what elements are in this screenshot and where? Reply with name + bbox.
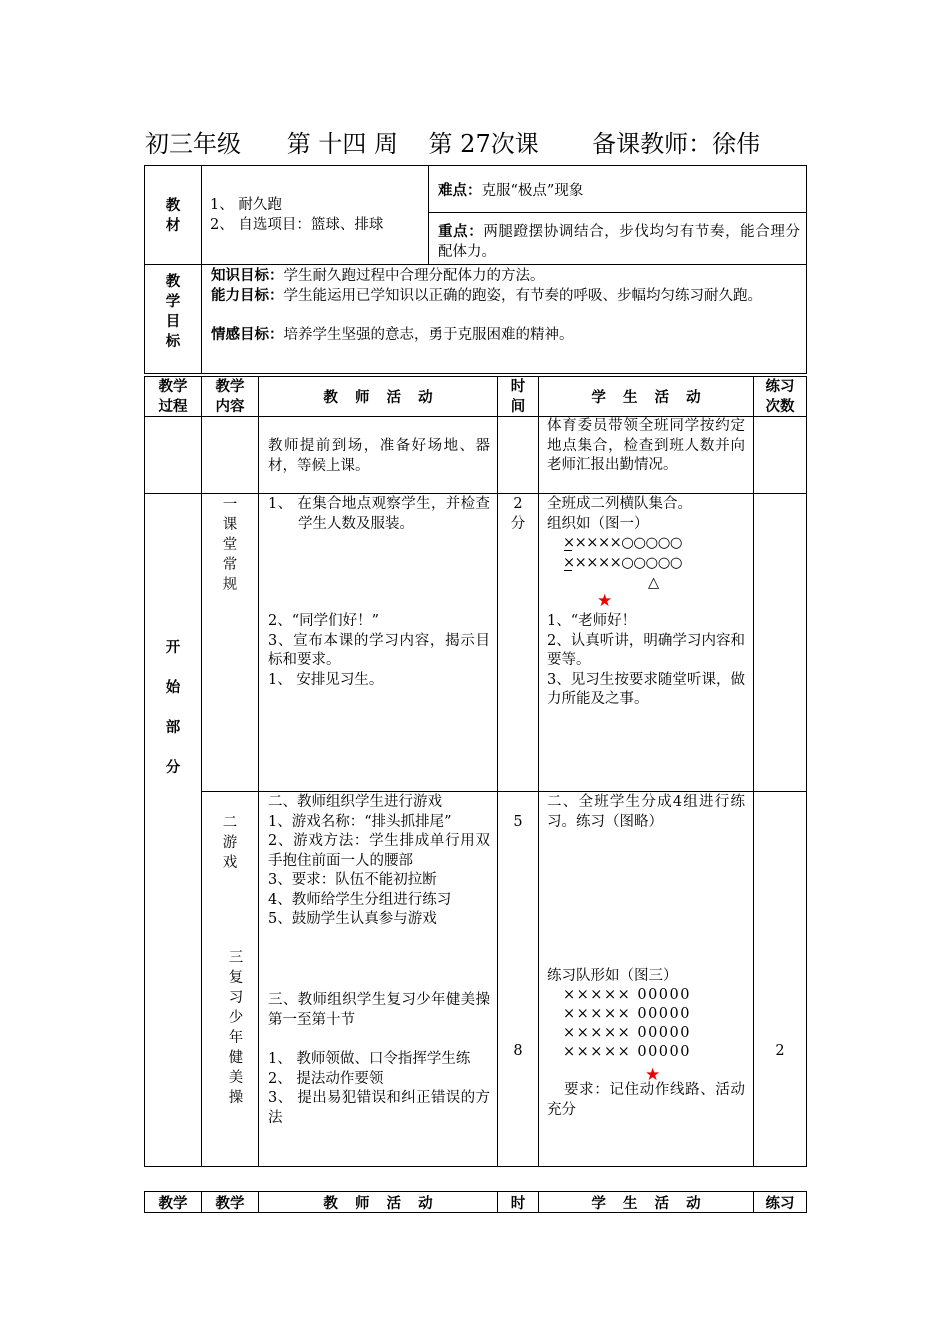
difficulty bbox=[438, 181, 800, 202]
emotion-label: 情感目标： bbox=[211, 326, 284, 343]
underline bbox=[564, 550, 572, 551]
game-time-2: 8 bbox=[513, 1043, 523, 1059]
materials-label: 教 材 bbox=[165, 197, 181, 234]
ability-text: 学生能运用已学知识以正确的跑姿，有节奏的呼吸、步幅均匀练习耐久跑。 bbox=[283, 288, 762, 304]
routine-student-2: 1、“老师好！ 2、认真听讲，明确学习内容和要等。 3、见习生按要求随堂听课，做力所能及之事。 bbox=[547, 613, 745, 707]
goal-ability bbox=[211, 286, 801, 307]
header-student: 学 生 活 动 bbox=[591, 389, 701, 406]
divider bbox=[201, 1191, 202, 1212]
key-label: 重点： bbox=[438, 223, 484, 240]
game-content: 二 游 戏 bbox=[222, 815, 238, 871]
goals-label: 教 学 目 标 bbox=[165, 273, 181, 350]
knowledge-label: 知识目标： bbox=[211, 267, 284, 284]
divider bbox=[144, 264, 807, 265]
star-icon: ★ bbox=[645, 1065, 661, 1085]
difficulty-text: 克服“极点”现象 bbox=[481, 183, 584, 199]
next-header-process: 教学 bbox=[158, 1195, 188, 1212]
routine-content: 一 课 堂 常 规 bbox=[222, 497, 238, 593]
divider bbox=[201, 791, 807, 792]
exercise-formation-row: ××××× 00000 bbox=[563, 1025, 691, 1041]
routine-teacher-1: 1、 在集合地点观察学生，并检查学生人数及服装。 bbox=[268, 496, 490, 532]
game-time-1: 5 bbox=[513, 814, 523, 830]
header-time: 时 间 bbox=[510, 378, 526, 415]
exercise-formation-row: ××××× 00000 bbox=[563, 1006, 691, 1022]
goal-emotion bbox=[211, 325, 801, 346]
divider bbox=[201, 165, 202, 374]
divider bbox=[428, 212, 807, 213]
routine-time: 2 分 bbox=[510, 496, 526, 532]
game-teacher-1: 二、教师组织学生进行游戏 1、游戏名称：“排头抓排尾” 2、游戏方法：学生排成单行用双手抱住前面一人的腰部 3、要求：队伍不能初拉断 4、教师给学生分组进行练习 5、鼓励学生认真参与游戏 bbox=[268, 794, 490, 927]
game-count: 2 bbox=[775, 1043, 785, 1059]
exercise-content: 三 复 习 少 年 健 美 操 bbox=[228, 950, 244, 1106]
header-count: 练习 次数 bbox=[765, 378, 795, 415]
game-student-2: 练习队形如（图三） bbox=[547, 968, 678, 984]
next-header-teacher: 教 师 活 动 bbox=[323, 1195, 433, 1212]
routine-student-1: 全班成二列横队集合。 组织如（图一） bbox=[547, 496, 692, 532]
exercise-formation-row: ××××× 00000 bbox=[563, 1044, 691, 1060]
underline bbox=[564, 570, 572, 571]
page-title: 初三年级 第 十四 周 第 27次课 备课教师：徐伟 bbox=[145, 130, 761, 158]
header-content: 教学 内容 bbox=[215, 378, 245, 415]
divider bbox=[144, 493, 807, 494]
formation-row-2: ×××××○○○○○ bbox=[563, 555, 683, 571]
star-icon: ★ bbox=[597, 591, 613, 611]
next-header-time: 时 bbox=[510, 1195, 526, 1212]
key-text: 两腿蹬摆协调结合，步伐均匀有节奏，能合理分配体力。 bbox=[438, 224, 801, 260]
formation-row-1: ×××××○○○○○ bbox=[563, 535, 683, 551]
difficulty-label: 难点： bbox=[438, 182, 482, 199]
game-teacher-2: 三、教师组织学生复习少年健美操第一至第十节 bbox=[268, 992, 490, 1028]
routine-teacher-2: 2、“同学们好！” 3、宣布本课的学习内容，揭示目标和要求。 1、 安排见习生。 bbox=[268, 613, 490, 688]
next-header-student: 学 生 活 动 bbox=[591, 1195, 701, 1212]
formation-teacher-icon: △ bbox=[648, 575, 660, 591]
emotion-text: 培养学生坚强的意志，勇于克服困难的精神。 bbox=[283, 327, 574, 343]
pre-student: 体育委员带领全班同学按约定地点集合，检查到班人数并向老师汇报出勤情况。 bbox=[547, 418, 745, 473]
key-point bbox=[438, 222, 800, 262]
exercise-formation-row: ××××× 00000 bbox=[563, 987, 691, 1003]
divider bbox=[428, 165, 429, 264]
game-teacher-3: 1、 教师领做、口令指挥学生练 2、 提法动作要领 3、 提出易犯错误和纠正错误的方法 bbox=[268, 1051, 490, 1126]
knowledge-text: 学生耐久跑过程中合理分配体力的方法。 bbox=[283, 268, 545, 284]
header-teacher: 教 师 活 动 bbox=[323, 389, 433, 406]
divider bbox=[201, 376, 202, 1167]
ability-label: 能力目标： bbox=[211, 287, 284, 304]
game-student-3: 要求：记住动作线路、活动充分 bbox=[547, 1082, 745, 1118]
materials-items: 1、 耐久跑 2、 自选项目：篮球、排球 bbox=[210, 197, 384, 233]
divider bbox=[538, 376, 539, 1167]
pre-teacher: 教师提前到场，准备好场地、器材，等候上课。 bbox=[268, 438, 490, 474]
header-process: 教学 过程 bbox=[158, 378, 188, 415]
game-student-1: 二、全班学生分成4组进行练习。练习（图略） bbox=[547, 794, 745, 830]
divider bbox=[258, 376, 259, 1167]
next-header-count: 练习 bbox=[765, 1195, 795, 1212]
goal-knowledge bbox=[211, 266, 801, 287]
start-section-label: 开 始 部 分 bbox=[165, 639, 181, 776]
next-header-content: 教学 bbox=[215, 1195, 245, 1212]
